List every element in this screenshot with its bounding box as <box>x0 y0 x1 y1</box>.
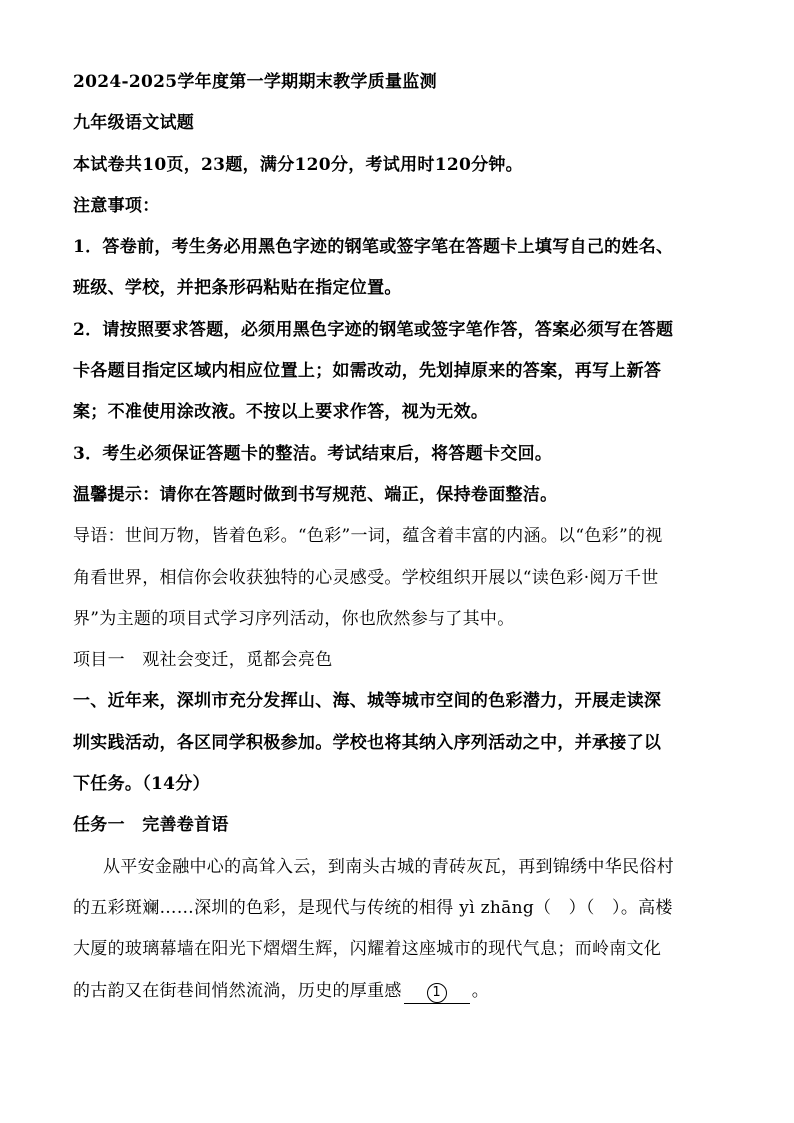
intro-line-2: 角看世界，相信你会收获独特的心灵感受。学校组织开展以“读色彩·阅万千世 <box>73 567 659 588</box>
exam-page <box>73 62 721 1012</box>
notice-item-2-line-2: 卡各题目指定区域内相应位置上；如需改动，先划掉原来的答案，再写上新答 <box>73 361 662 382</box>
question-1-line-2: 圳实践活动，各区同学积极参加。学校也将其纳入序列活动之中，并承接了以 <box>73 732 662 753</box>
exam-title: 2024-2025学年度第一学期期末教学质量监测 <box>73 72 437 92</box>
notice-item-2-line-1: 2．请按照要求答题，必须用黑色字迹的钢笔或签字笔作答，答案必须写在答题 <box>73 319 674 340</box>
passage-line-4-end: 。 <box>471 980 490 1001</box>
passage-line-3: 大厦的玻璃幕墙在阳光下熠熠生辉，闪耀着这座城市的现代气息；而岭南文化 <box>73 939 662 960</box>
project-1-title: 项目一 观社会变迁，觅都会亮色 <box>73 650 333 671</box>
intro-line-1: 导语：世间万物，皆着色彩。“色彩”一词，蕴含着丰富的内涵。以“色彩”的视 <box>73 526 663 547</box>
notice-heading: 注意事项： <box>73 195 160 216</box>
passage-line-4 <box>73 971 721 1012</box>
notice-item-2-line-3: 案；不准使用涂改液。不按以上要求作答，视为无效。 <box>73 402 489 423</box>
blank-number-mark: 1 <box>427 983 447 1003</box>
passage-line-4-text: 的古韵又在街巷间悄然流淌，历史的厚重感 <box>73 980 402 1001</box>
notice-item-1-line-2: 班级、学校，并把条形码粘贴在指定位置。 <box>73 278 402 299</box>
notice-item-1-line-1: 1．答卷前，考生务必用黑色字迹的钢笔或签字笔在答题卡上填写自己的姓名、 <box>73 237 674 258</box>
answer-blank-1[interactable] <box>404 981 470 1004</box>
task-1-title: 任务一 完善卷首语 <box>73 815 229 836</box>
notice-item-3: 3．考生必须保证答题卡的整洁。考试结束后，将答题卡交回。 <box>73 443 553 464</box>
exam-subtitle: 九年级语文试题 <box>73 113 195 134</box>
intro-line-3: 界”为主题的项目式学习序列活动，你也欣然参与了其中。 <box>73 608 515 629</box>
question-1-line-3: 下任务。（14分） <box>73 774 210 795</box>
exam-info: 本试卷共10页，23题，满分120分，考试用时120分钟。 <box>73 154 523 175</box>
passage-line-1: 从平安金融中心的高耸入云，到南头古城的青砖灰瓦，再到锦绣中华民俗村 <box>103 856 674 877</box>
tip-text: 温馨提示：请你在答题时做到书写规范、端正，保持卷面整洁。 <box>73 484 558 505</box>
question-1-line-1: 一、近年来，深圳市充分发挥山、海、城等城市空间的色彩潜力，开展走读深 <box>73 691 662 712</box>
passage-line-2: 的五彩斑斓……深圳的色彩，是现代与传统的相得 yì zhāng（ ）（ ）。高楼 <box>73 897 673 918</box>
